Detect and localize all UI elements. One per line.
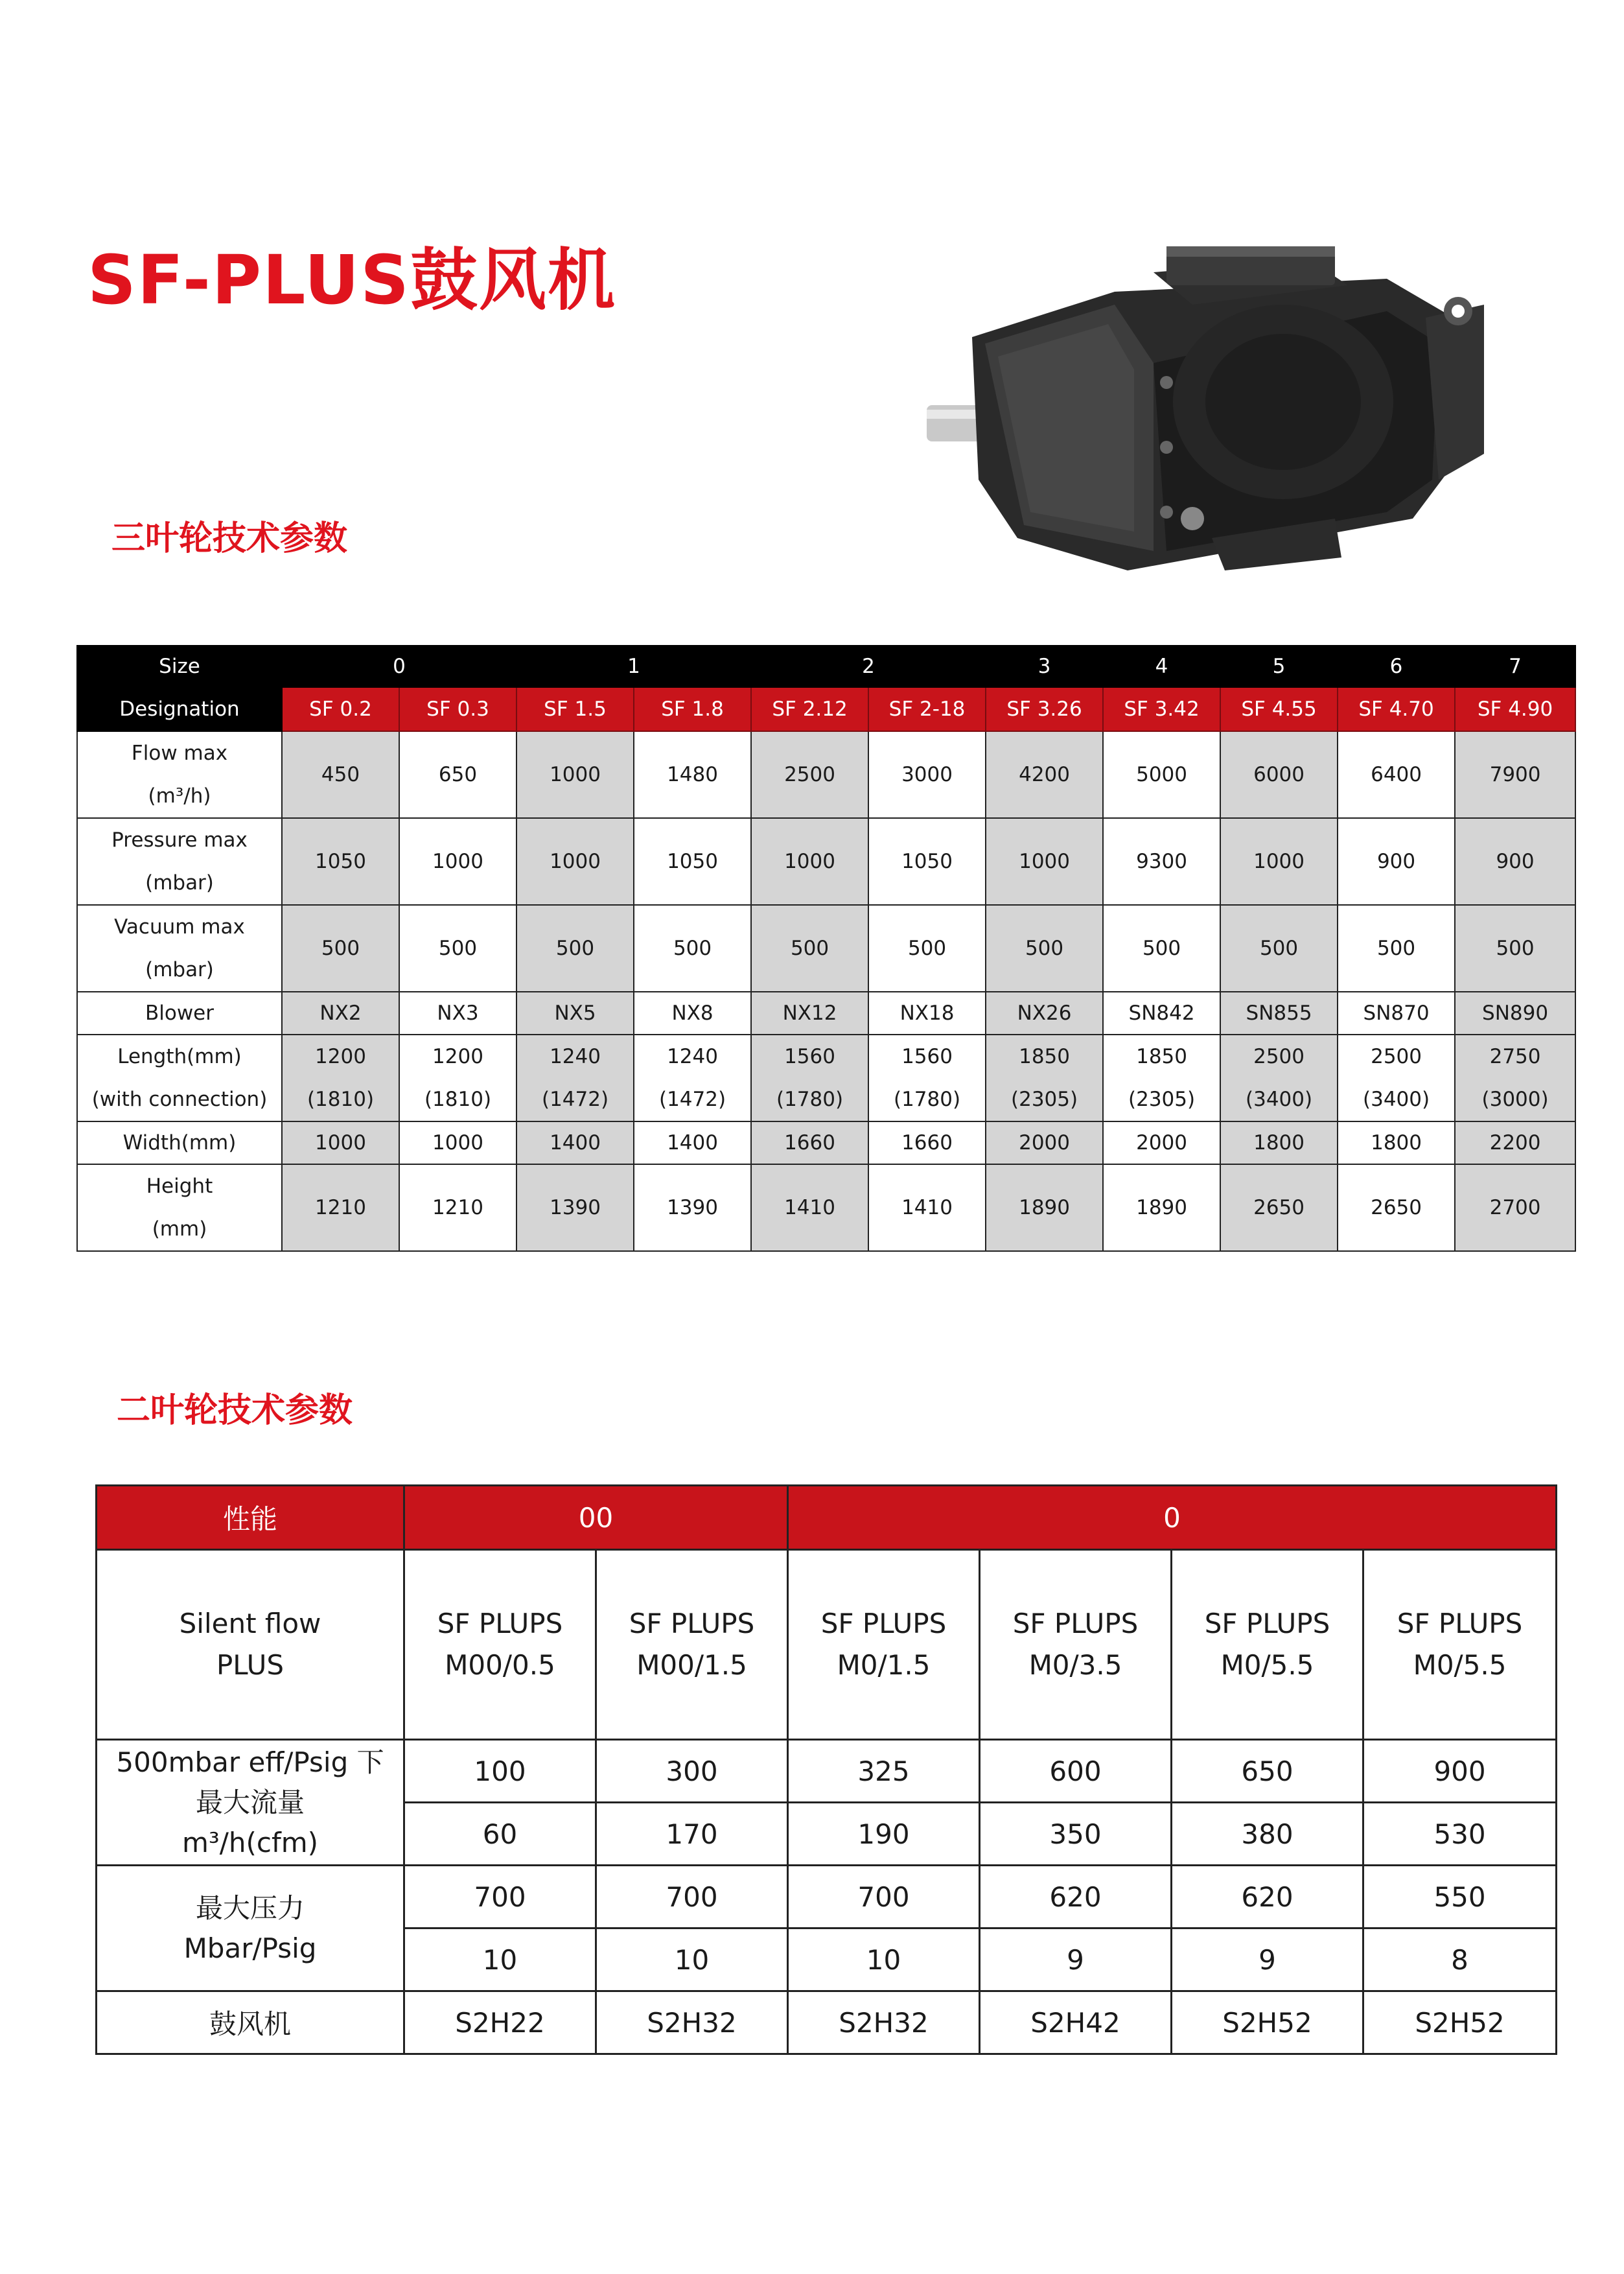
width-cell: 1660 [868,1121,986,1164]
blower-label: 鼓风机 [97,1991,404,2054]
height-cell: 1410 [751,1164,868,1251]
height-cell: 1210 [399,1164,516,1251]
section-title-three-lobe: 三叶轮技术参数 [111,519,348,558]
designation-cell: SF 4.55 [1220,687,1338,731]
blower-cell: NX8 [634,992,751,1035]
pressure-cell: 1000 [751,818,868,905]
designation-cell: SF 0.2 [282,687,399,731]
vacuum-unit: (mbar) [145,958,214,981]
blower-row [77,992,1575,1035]
flow-cell: 7900 [1455,731,1575,818]
flow-cell: 600 [980,1740,1172,1803]
blower-cell: SN855 [1220,992,1338,1035]
pressure-cell: 900 [1338,818,1455,905]
pressure-psig-cell: 8 [1363,1928,1557,1991]
length-sub-label: (with connection) [91,1088,268,1111]
blower-cell: SN890 [1455,992,1575,1035]
vacuum-cell: 500 [986,905,1103,992]
model-cell: SF PLUPS M0/5.5 [1363,1550,1557,1740]
blower-machine-photo [920,233,1491,583]
width-row [77,1121,1575,1164]
blower-cell: S2H32 [596,1991,788,2054]
flow-label-text: Flow max [131,742,228,765]
model-row [97,1550,1557,1740]
size-cell: 4 [1103,646,1220,687]
size-cell: 6 [1338,646,1455,687]
group-0-header: 0 [788,1486,1557,1550]
flow-cell: 900 [1363,1740,1557,1803]
flow-cell: 650 [1172,1740,1363,1803]
vacuum-cell: 500 [634,905,751,992]
length-cell: 2500 (3400) [1220,1035,1338,1121]
flow-label: 500mbar eff/Psig 下 最大流量 m³/h(cfm) [97,1740,404,1866]
flow-cfm-cell: 350 [980,1803,1172,1866]
height-cell: 1410 [868,1164,986,1251]
flow-cfm-cell: 170 [596,1803,788,1866]
height-cell: 1890 [1103,1164,1220,1251]
height-label-text: Height [146,1175,213,1198]
flow-cell: 1480 [634,731,751,818]
flow-unit: (m³/h) [148,784,211,808]
model-cell: SF PLUPS M0/5.5 [1172,1550,1363,1740]
height-cell: 2700 [1455,1164,1575,1251]
vacuum-cell: 500 [1220,905,1338,992]
width-cell: 1000 [282,1121,399,1164]
pressure-mbar-row [97,1866,1557,1928]
blower-cell: SN870 [1338,992,1455,1035]
pressure-cell: 620 [980,1866,1172,1928]
blower-cell: S2H52 [1363,1991,1557,2054]
three-lobe-spec-table [76,645,1576,1252]
blower-label: Blower [77,992,282,1035]
pressure-cell: 900 [1455,818,1575,905]
height-row [77,1164,1575,1251]
blower-cell: S2H52 [1172,1991,1363,2054]
flow-row [77,731,1575,818]
pressure-cell: 1000 [986,818,1103,905]
width-cell: 2200 [1455,1121,1575,1164]
length-cell: 2500 (3400) [1338,1035,1455,1121]
designation-cell: SF 1.5 [516,687,634,731]
width-label: Width(mm) [77,1121,282,1164]
length-label [77,1035,282,1121]
blower-cell: NX26 [986,992,1103,1035]
model-cell: SF PLUPS M00/0.5 [404,1550,596,1740]
width-cell: 1800 [1338,1121,1455,1164]
flow-cell: 4200 [986,731,1103,818]
group-00-header: 00 [404,1486,788,1550]
size-cell: 7 [1455,646,1575,687]
blower-row [97,1991,1557,2054]
size-cell: 0 [282,646,516,687]
height-cell: 1390 [516,1164,634,1251]
flow-cell: 300 [596,1740,788,1803]
flow-cell: 650 [399,731,516,818]
blower-cell: S2H42 [980,1991,1172,2054]
flow-cfm-cell: 190 [788,1803,980,1866]
height-cell: 1390 [634,1164,751,1251]
vacuum-cell: 500 [282,905,399,992]
vacuum-cell: 500 [1103,905,1220,992]
blower-cell: NX12 [751,992,868,1035]
section-title-two-lobe: 二叶轮技术参数 [117,1391,353,1430]
flow-label [77,731,282,818]
designation-cell: SF 1.8 [634,687,751,731]
length-cell: 1560 (1780) [868,1035,986,1121]
pressure-cell: 1050 [634,818,751,905]
flow-cell: 6000 [1220,731,1338,818]
size-cell: 3 [986,646,1103,687]
model-cell: SF PLUPS M00/1.5 [596,1550,788,1740]
perf-label: 性能 [97,1486,404,1550]
width-cell: 1800 [1220,1121,1338,1164]
length-cell: 2750 (3000) [1455,1035,1575,1121]
pressure-label: 最大压力 Mbar/Psig [97,1866,404,1991]
pressure-cell: 700 [596,1866,788,1928]
page-title: SF-PLUS鼓风机 [87,240,617,320]
flow-cell: 450 [282,731,399,818]
model-cell: SF PLUPS M0/3.5 [980,1550,1172,1740]
size-cell: 2 [751,646,986,687]
width-cell: 2000 [986,1121,1103,1164]
blower-cell: NX5 [516,992,634,1035]
size-cell: 1 [516,646,751,687]
flow-m3h-row [97,1740,1557,1803]
pressure-cell: 1000 [1220,818,1338,905]
flow-cell: 325 [788,1740,980,1803]
pressure-psig-cell: 9 [1172,1928,1363,1991]
pressure-cell: 1000 [399,818,516,905]
pressure-cell: 620 [1172,1866,1363,1928]
vacuum-cell: 500 [399,905,516,992]
width-cell: 1000 [399,1121,516,1164]
pressure-psig-cell: 9 [980,1928,1172,1991]
size-cell: 5 [1220,646,1338,687]
flow-cell: 5000 [1103,731,1220,818]
blower-cell: NX3 [399,992,516,1035]
height-unit: (mm) [152,1217,207,1241]
vacuum-row [77,905,1575,992]
two-lobe-spec-table [95,1484,1557,2055]
model-label: Silent flow PLUS [97,1550,404,1740]
flow-cell: 2500 [751,731,868,818]
height-cell: 2650 [1338,1164,1455,1251]
height-cell: 2650 [1220,1164,1338,1251]
pressure-psig-cell: 10 [404,1928,596,1991]
blower-cell: NX18 [868,992,986,1035]
pressure-label-text: Pressure max [111,828,248,852]
length-cell: 1200 (1810) [399,1035,516,1121]
designation-cell: SF 2-18 [868,687,986,731]
vacuum-label-text: Vacuum max [114,915,245,939]
blower-cell: NX2 [282,992,399,1035]
flow-cfm-cell: 530 [1363,1803,1557,1866]
height-cell: 1210 [282,1164,399,1251]
height-cell: 1890 [986,1164,1103,1251]
length-cell: 1200 (1810) [282,1035,399,1121]
designation-label: Designation [77,687,282,731]
designation-cell: SF 4.90 [1455,687,1575,731]
vacuum-cell: 500 [516,905,634,992]
designation-cell: SF 2.12 [751,687,868,731]
pressure-row [77,818,1575,905]
pressure-cell: 1000 [516,818,634,905]
blower-cell: SN842 [1103,992,1220,1035]
length-cell: 1240 (1472) [634,1035,751,1121]
vacuum-cell: 500 [1455,905,1575,992]
pressure-cell: 1050 [868,818,986,905]
pressure-cell: 550 [1363,1866,1557,1928]
designation-row [77,687,1575,731]
pressure-psig-cell: 10 [596,1928,788,1991]
designation-cell: SF 3.26 [986,687,1103,731]
designation-cell: SF 4.70 [1338,687,1455,731]
width-cell: 2000 [1103,1121,1220,1164]
flow-cell: 6400 [1338,731,1455,818]
width-cell: 1400 [634,1121,751,1164]
length-row [77,1035,1575,1121]
pressure-label [77,818,282,905]
pressure-cell: 9300 [1103,818,1220,905]
designation-cell: SF 0.3 [399,687,516,731]
blower-cell: S2H22 [404,1991,596,2054]
length-cell: 1240 (1472) [516,1035,634,1121]
flow-cell: 1000 [516,731,634,818]
vacuum-cell: 500 [868,905,986,992]
vacuum-label [77,905,282,992]
length-cell: 1850 (2305) [1103,1035,1220,1121]
size-label: Size [77,646,282,687]
pressure-cell: 1050 [282,818,399,905]
pressure-cell: 700 [404,1866,596,1928]
vacuum-cell: 500 [1338,905,1455,992]
pressure-cell: 700 [788,1866,980,1928]
vacuum-cell: 500 [751,905,868,992]
size-row [77,646,1575,687]
length-label-text: Length(mm) [117,1045,242,1068]
pressure-psig-cell: 10 [788,1928,980,1991]
blower-cell: S2H32 [788,1991,980,2054]
length-cell: 1850 (2305) [986,1035,1103,1121]
designation-cell: SF 3.42 [1103,687,1220,731]
perf-header-row [97,1486,1557,1550]
flow-cfm-cell: 380 [1172,1803,1363,1866]
width-cell: 1660 [751,1121,868,1164]
height-label [77,1164,282,1251]
flow-cell: 3000 [868,731,986,818]
length-cell: 1560 (1780) [751,1035,868,1121]
pressure-unit: (mbar) [145,871,214,895]
model-cell: SF PLUPS M0/1.5 [788,1550,980,1740]
width-cell: 1400 [516,1121,634,1164]
flow-cell: 100 [404,1740,596,1803]
flow-cfm-cell: 60 [404,1803,596,1866]
